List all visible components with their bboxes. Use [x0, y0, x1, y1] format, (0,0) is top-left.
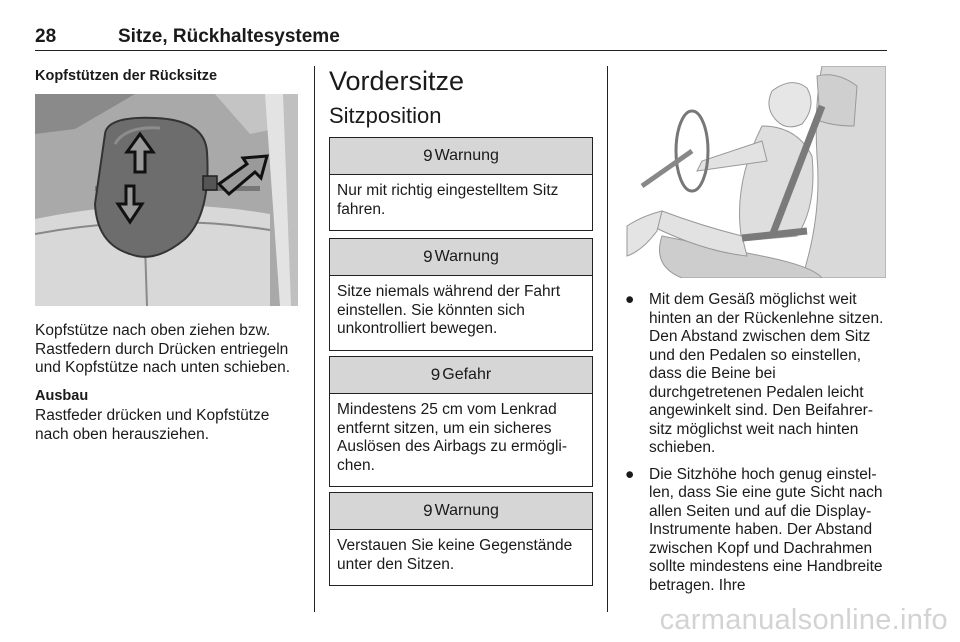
warning-text: Nur mit richtig eingestelltem Sitz fahren.: [337, 182, 559, 218]
bullet-icon: ●: [625, 465, 635, 483]
bullet-icon: ●: [625, 291, 635, 308]
section-subtitle: Sitzposition: [329, 103, 442, 128]
danger-label: Gefahr: [442, 366, 492, 383]
warning-text: Sitze niemals während der Fahrt einstellen. Sie könnten sich unkontrolliert bewegen.: [337, 283, 561, 337]
middle-column: [329, 66, 593, 573]
warning-label: Warnung: [434, 502, 499, 519]
rear-headrest-illustration: [35, 94, 298, 306]
list-item: ● Die Sitzhöhe hoch genug einstel-len, dass Sie eine gute Sicht nach allen Seiten und auf die Display-Instrumente haben. Der Abstand zwischen Kopf und Dachrahmen sollte mindestens eine Handbreite betragen. Ihre: [625, 465, 883, 594]
section-subheading: Ausbau: [35, 388, 89, 404]
instruction-paragraph: Kopfstütze nach oben ziehen bzw. Rastfedern durch Drücken entriegeln und Kopfstütze nach unten schieben.: [35, 322, 291, 376]
warning-icon: 9: [423, 501, 433, 520]
removal-paragraph: Rastfeder drücken und Kopfstütze nach oben herausziehen.: [35, 407, 270, 443]
instruction-list: [622, 291, 888, 603]
seating-position-illustration: [622, 66, 886, 278]
left-column: [35, 66, 301, 443]
warning-icon: 9: [423, 146, 433, 165]
danger-text: Mindestens 25 cm vom Lenkrad entfernt sitzen, um ein sicheres Auslösen des Airbags zu ermögli-chen.: [337, 401, 568, 474]
section-heading: Kopfstützen der Rücksitze: [35, 68, 218, 84]
chapter-title: Sitze, Rückhaltesysteme: [118, 26, 340, 47]
warning-text: Verstauen Sie keine Gegenstände unter den Sitzen.: [337, 537, 573, 573]
list-item: ● Mit dem Gesäß möglichst weit hinten an der Rückenlehne sitzen. Den Abstand zwischen dem Sitz und den Pedalen so einstellen, dass die Beine bei durchgetretenen Pedalen leicht angewinkelt sind. Den Beifahrer-sitz möglichst weit nach hinten schieben.: [625, 291, 884, 456]
warning-box: [329, 137, 593, 231]
warning-icon: 9: [430, 365, 441, 384]
section-title: Vordersitze: [329, 66, 465, 96]
column-divider: [314, 66, 315, 612]
warning-box: [329, 238, 593, 351]
column-divider: [607, 66, 608, 612]
warning-icon: 9: [423, 247, 433, 266]
danger-box: [329, 356, 593, 487]
page-number: 28: [35, 26, 57, 47]
warning-box: [329, 492, 593, 586]
watermark: carmanualsonline.info: [659, 604, 948, 636]
warning-label: Warnung: [434, 147, 499, 164]
page-header: [35, 26, 887, 51]
warning-label: Warnung: [434, 248, 499, 265]
